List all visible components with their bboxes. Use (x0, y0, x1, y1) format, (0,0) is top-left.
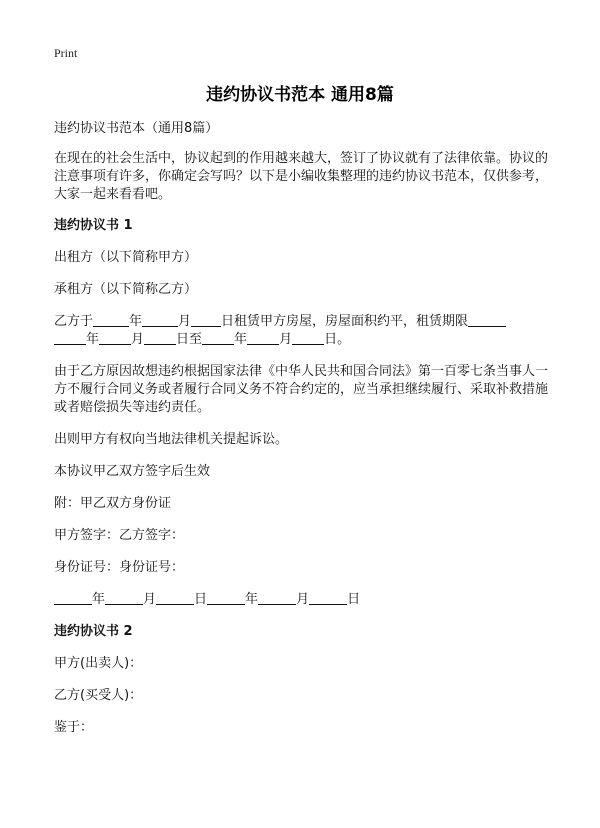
effective-line: 本协议甲乙双方签字后生效 (54, 464, 211, 479)
lease-text: 乙方于 (54, 314, 94, 329)
blank-field (309, 591, 347, 605)
blank-field (207, 591, 245, 605)
date-text: 日 (347, 592, 361, 607)
lessee-line: 承租方（以下简称乙方） (54, 282, 198, 297)
date-text: 日 (194, 592, 208, 607)
party-a-line: 甲方(出卖人)： (54, 656, 143, 671)
blank-field (54, 591, 92, 605)
lease-text: 日。 (324, 332, 351, 347)
lease-text: 日至 (176, 332, 203, 347)
lease-text: 年 (234, 332, 248, 347)
print-link[interactable]: Print (54, 46, 78, 60)
whereas-line: 鉴于： (54, 720, 94, 735)
signature-line: 甲方签字：乙方签字： (54, 528, 185, 543)
blank-field (142, 313, 178, 327)
blank-field (191, 313, 221, 327)
date-text: 年 (245, 592, 259, 607)
blank-field (99, 331, 131, 345)
lessor-line: 出租方（以下简称甲方） (54, 250, 198, 265)
blank-field (258, 591, 296, 605)
section2-heading: 违约协议书 2 (54, 624, 133, 639)
blank-field (54, 331, 86, 345)
blank-field (468, 313, 506, 327)
lease-term-line (54, 313, 550, 349)
lease-text: 年 (129, 314, 143, 329)
blank-field (247, 331, 279, 345)
date-text: 月 (143, 592, 157, 607)
party-b-line: 乙方(买受人)： (54, 688, 143, 703)
lease-text: 日租赁甲方房屋，房屋面积约平，租赁期限 (221, 314, 469, 329)
date-text: 年 (92, 592, 106, 607)
lease-text: 月 (178, 314, 192, 329)
breach-clause: 由于乙方原因故想违约根据国家法律《中华人民共和国合同法》第一百零七条当事人一方不履行合同义务或者履行合同义务不符合约定的，应当承担继续履行、采取补救措施或者赔偿损失等违约责任。 (54, 364, 549, 415)
blank-field (144, 331, 176, 345)
lease-text: 月 (279, 332, 293, 347)
blank-field (202, 331, 234, 345)
document-body (54, 120, 550, 751)
lease-text: 月 (131, 332, 145, 347)
intro-paragraph: 在现在的社会生活中，协议起到的作用越来越大，签订了协议就有了法律依靠。协议的注意事项有许多，你确定会写吗？以下是小编收集整理的违约协议书范本，仅供参考，大家一起来看看吧。 (54, 151, 549, 202)
date-line (54, 591, 550, 609)
blank-field (292, 331, 324, 345)
blank-field (105, 591, 143, 605)
document-title: 违约协议书范本 通用8篇 (206, 85, 394, 105)
lease-text: 年 (86, 332, 100, 347)
date-text: 月 (296, 592, 310, 607)
blank-field (93, 313, 129, 327)
section1-heading: 违约协议书 1 (54, 218, 133, 233)
lawsuit-line: 出则甲方有权向当地法律机关提起诉讼。 (54, 432, 289, 447)
blank-field (156, 591, 194, 605)
document-subtitle: 违约协议书范本（通用8篇） (54, 121, 219, 136)
attachment-line: 附：甲乙双方身份证 (54, 496, 172, 511)
id-number-line: 身份证号：身份证号： (54, 560, 185, 575)
